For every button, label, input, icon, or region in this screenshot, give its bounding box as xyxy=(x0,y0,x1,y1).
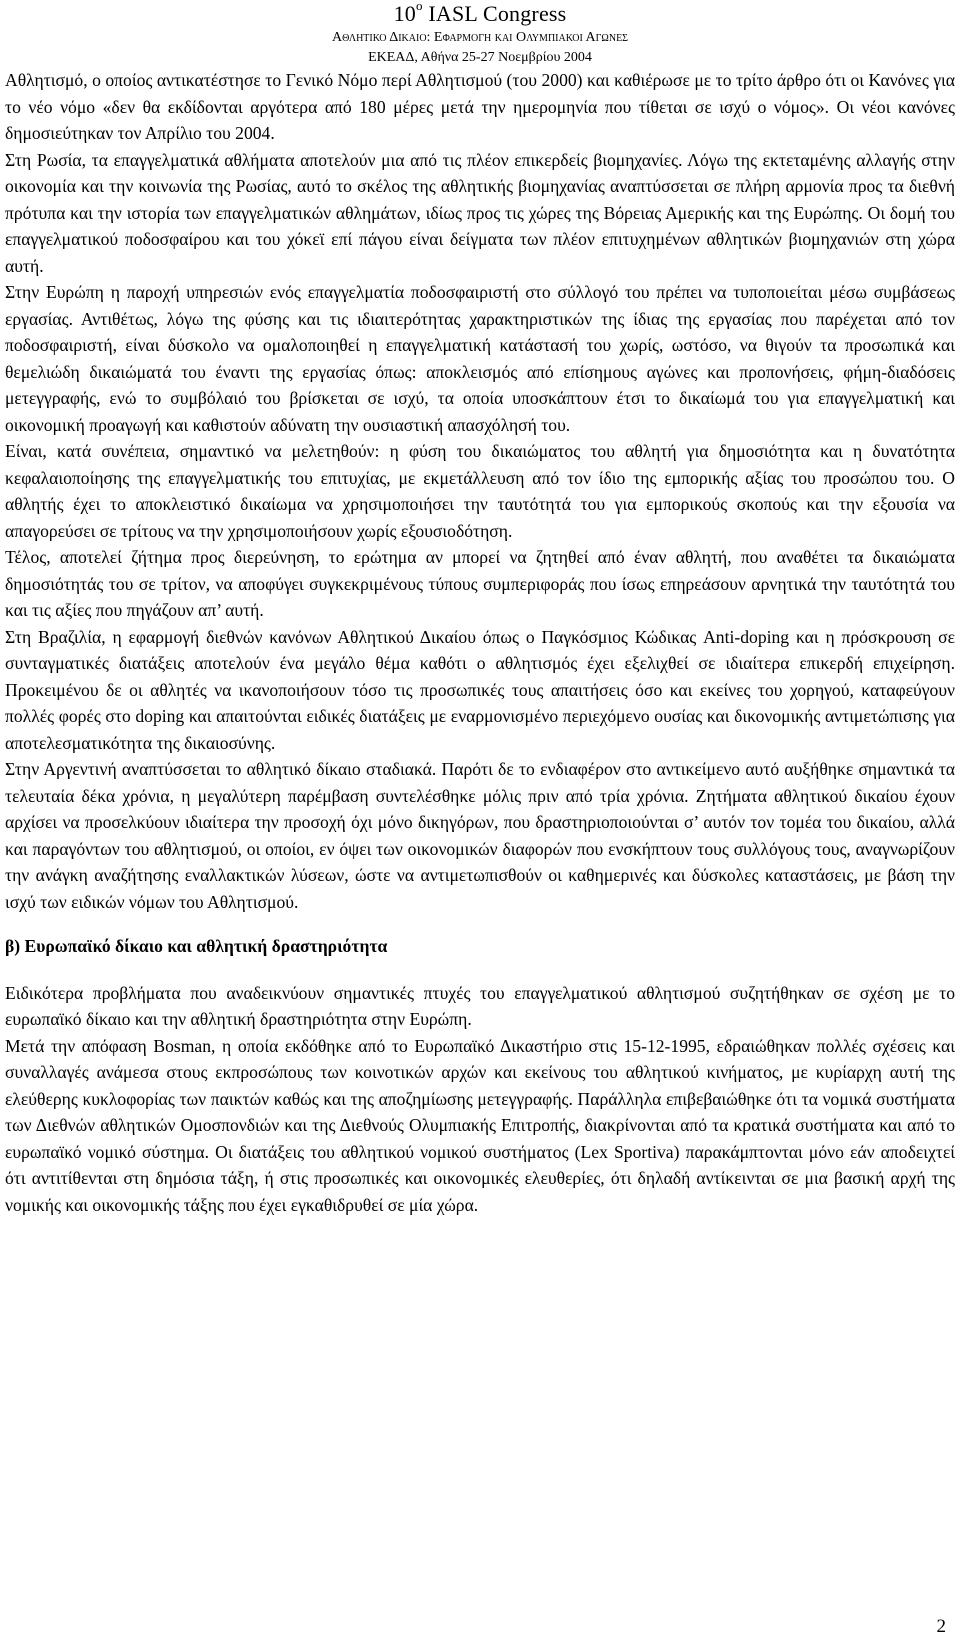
paragraph-bosman: Μετά την απόφαση Bosman, η οποία εκδόθηκε από το Ευρωπαϊκό Δικαστήριο στις 15-12-1995, εδραιώθηκαν πολλές σχέσεις και συναλλαγές ανάμεσα στους εκπροσώπους των κοινοτικών αρχών και εκείνους του αθλητικού κινήματος, με κυρίαρχη αυτή της ελεύθερης κυκλοφορίας των παικτών καθώς και της αποζημίωσης μετεγγραφής. Παράλληλα επιβεβαιώθηκε ότι τα νομικά συστήματα των Διεθνών αθλητικών Ομοσπονδιών και της Διεθνούς Ολυμπιακής Επιτροπής, διακρίνονται από τα κρατικά συστήματα και από το ευρωπαϊκό νομικό σύστημα. Οι διατάξεις του αθλητικού νομικού συστήματος (Lex Sportiva) παρακάμπτονται μόνο εάν αποδειχτεί ότι αντιτίθενται στη δημόσια τάξη, ή στις προσωπικές και οικονομικές ελευθερίες, ότι δηλαδή αντίκεινται σε μια βασική αρχή της νομικής και οικονομικής τάξης που έχει εγκαθιδρυθεί σε μία χώρα. xyxy=(5,1035,955,1215)
section-heading: β) Ευρωπαϊκό δίκαιο και αθλητική δραστηριότητα xyxy=(5,936,388,956)
title-name: IASL Congress xyxy=(422,1,567,26)
title-number: 10 xyxy=(393,1,416,26)
title-superscript: o xyxy=(415,0,423,13)
paragraph-europe: Στην Ευρώπη η παροχή υπηρεσιών ενός επαγγελματία ποδοσφαιριστή στο σύλλογό του πρέπει να τυποποιείται μέσω συμβάσεως εργασίας. Αντιθέτως, λόγω της φύσης και τις ιδιαιτερότητας χαρακτηριστικών της ίδιας της εργασίας που παρέχεται από τον ποδοσφαιριστή, είναι δύσκολο να ομαλοποιηθεί η επαγγελματική κατάστασή του χωρίς, ωστόσο, να θιγούν τα προσωπικά και θεμελιώδη δικαιώματά του έναντι της εργασίας όπως: αποκλεισμός από επίσημους αγώνες και προπονήσεις, φήμη-διαδόσεις μετεγγραφής, ενώ το συμβόλαιό του βρίσκεται σε ισχύ, τα οποία υποσκάπτουν έτσι το δικαίωμά του για επαγγελματική και οικονομική προαγωγή και καθιστούν αδύνατη την ουσιαστική απασχόλησή του. xyxy=(5,282,955,435)
conference-subtitle-text: Αθλητικο Δικαιο: Εφαρμογη και Ολυμπιακοι Αγωνες xyxy=(331,30,629,45)
paragraph-publicity-rights: Είναι, κατά συνέπεια, σημαντικό να μελετηθούν: η φύση του δικαιώματος του αθλητή για δημοσιότητα και η δυνατότητα κεφαλαιοποίησης της επαγγελματικής του επιτυχίας, με εκμετάλλευση από τον ίδιο της εμπορικής αξίας του προσώπου του. Ο αθλητής έχει το αποκλειστικό δικαίωμα να χρησιμοποιήσει την ταυτότητά του για εμπορικούς σκοπούς και την εξουσία να απαγορεύσει σε τρίτους να την χρησιμοποιήσουν χωρίς εξουσιοδότηση. xyxy=(5,441,955,541)
document-body xyxy=(5,67,955,1218)
paragraph-continuation: Αθλητισμό, ο οποίος αντικατέστησε το Γενικό Νόμο περί Αθλητισμού (του 2000) και καθιέρωσε με το τρίτο άρθρο ότι οι Κανόνες για το νέο νόμο «δεν θα εκδίδονται αργότερα από 180 μέρες μετά την ημερομηνία που τίθεται σε ισχύ ο νόμος». Οι νέοι κανόνες δημοσιεύτηκαν τον Απρίλιο του 2004. xyxy=(5,70,955,143)
conference-subtitle xyxy=(0,29,960,47)
paragraph-european-law-intro: Ειδικότερα προβλήματα που αναδεικνύουν σημαντικές πτυχές του επαγγελματικού αθλητισμού συζητήθηκαν σε σχέση με το ευρωπαϊκό δίκαιο και την αθλητική δραστηριότητα στην Ευρώπη. xyxy=(5,982,955,1029)
conference-venue: ΕΚΕΑΔ, Αθήνα 25-27 Νοεμβρίου 2004 xyxy=(368,50,592,65)
paragraph-russia: Στη Ρωσία, τα επαγγελματικά αθλήματα αποτελούν μια από τις πλέον επικερδείς βιομηχανίες. Λόγω της εκτεταμένης αλλαγής στην οικονομία και την κοινωνία της Ρωσίας, αυτό το σκέλος της αθλητικής βιομηχανίας αναπτύσσεται σε πλήρη αρμονία προς τα διεθνή πρότυπα και την ιστορία των επαγγελματικών αθλημάτων, ιδίως προς τις χώρες της Βόρειας Αμερικής και της Ευρώπης. Οι δομή του επαγγελματικού ποδοσφαίρου και του χόκεϊ επί πάγου είναι δείγματα των πλέον επιτυχημένων αθλητικών βιομηχανιών στη χώρα αυτή. xyxy=(5,149,955,276)
paragraph-argentina: Στην Αργεντινή αναπτύσσεται το αθλητικό δίκαιο σταδιακά. Παρότι δε το ενδιαφέρον στο αντικείμενο αυτό αυξήθηκε σημαντικά τα τελευταία δέκα χρόνια, η μεγαλύτερη παρέμβαση συντελέσθηκε μόλις πριν από τρία χρόνια. Ζητήματα αθλητικού δικαίου έχουν αρχίσει να προσελκύουν ιδιαίτερα την προσοχή όχι μόνο δικηγόρων, που δραστηριοποιούνται σ’ αυτόν τον τομέα του δικαίου, αλλά και παραγόντων του αθλητισμού, οι οποίοι, εν όψει των οικονομικών διαφορών που ενσκήπτουν τους συλλόγους τους, αναγνωρίζουν την ανάγκη αναζήτησης εναλλακτικών λύσεων, ώστε να αντιμετωπισθούν οι καθημερινές και δύσκολες καταστάσεις, με βάση την ισχύ των ειδικών νόμων του Αθλητισμού. xyxy=(5,759,955,912)
page-number: 2 xyxy=(936,1616,946,1637)
paragraph-conclusion-question: Τέλος, αποτελεί ζήτημα προς διερεύνηση, το ερώτημα αν μπορεί να ζητηθεί από έναν αθλητή, που αναθέτει τα δικαιώματα δημοσιότητάς του σε τρίτον, να αποφύγει συγκεκριμένους τύπους συμπεριφοράς που ίσως επηρεάσουν αρνητικά την ταυτότητά του και τις αξίες που πηγάζουν απ’ αυτή. xyxy=(5,547,955,620)
paragraph-brazil: Στη Βραζιλία, η εφαρμογή διεθνών κανόνων Αθλητικού Δικαίου όπως ο Παγκόσμιος Κώδικας Anti-doping και η πρόσκρουση σε συνταγματικές διατάξεις αποτελούν ένα μεγάλο θέμα καθότι ο αθλητισμός έχει εξελιχθεί σε ιδιαίτερα επικερδή επιχείρηση. Προκειμένου δε οι αθλητές να ικανοποιήσουν τόσο τις προσωπικές τους απαιτήσεις όσο και εκείνες του χορηγού, καταφεύγουν πολλές φορές στο doping και απαιτούνται ειδικές διατάξεις με εναρμονισμένο περιεχόμενο ουσίας και δικονομικής αντιμετώπισης για αποτελεσματικότητα της δικαιοσύνης. xyxy=(5,626,955,753)
conference-title xyxy=(0,0,960,28)
